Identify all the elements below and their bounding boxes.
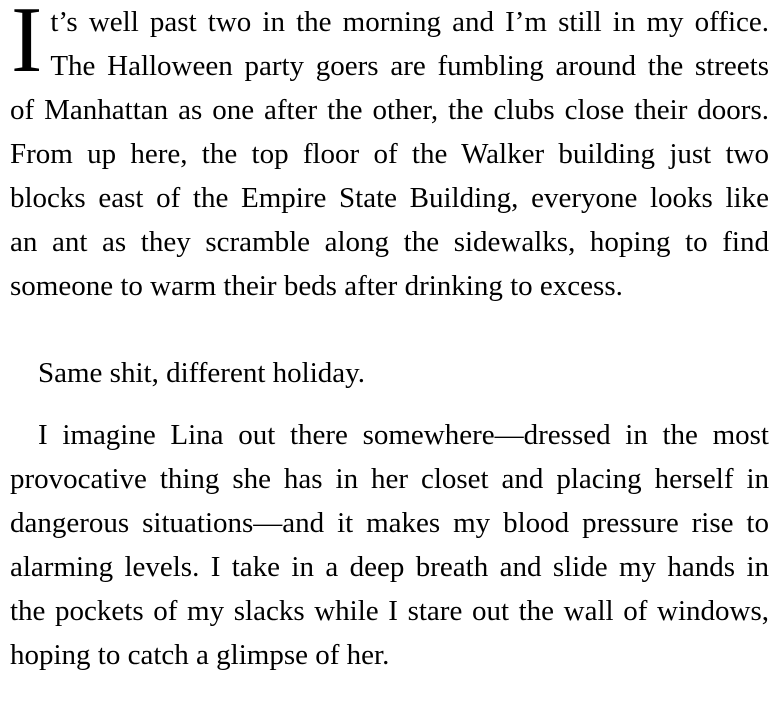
text-line: provocative thing she has in her closet and placing herself in (10, 463, 769, 495)
text-line: t’s well past two in the morning and I’m still in my office. (50, 6, 769, 38)
text-line: dangerous situations—and it makes my blood pressure rise to (10, 507, 769, 539)
text-line: of Manhattan as one after the other, the clubs close their doors. (10, 94, 769, 126)
text-line: From up here, the top floor of the Walker building just two (10, 138, 769, 170)
drop-cap: I (11, 0, 43, 92)
paragraph-2 (10, 351, 769, 395)
text-line: hoping to catch a glimpse of her. (10, 639, 390, 671)
text-line: an ant as they scramble along the sidewalks, hoping to find (10, 226, 769, 258)
text-line: I imagine Lina out there somewhere—dressed in the most (38, 419, 769, 451)
paragraph-1 (10, 0, 769, 308)
text-line: someone to warm their beds after drinking to excess. (10, 270, 623, 302)
paragraph-3 (10, 413, 769, 677)
text-line: the pockets of my slacks while I stare out the wall of windows, (10, 595, 769, 627)
text-line: The Halloween party goers are fumbling around the streets (50, 50, 769, 82)
text-line: Same shit, different holiday. (38, 357, 365, 389)
text-line: alarming levels. I take in a deep breath and slide my hands in (10, 551, 769, 583)
text-line: blocks east of the Empire State Building, everyone looks like (10, 182, 769, 214)
